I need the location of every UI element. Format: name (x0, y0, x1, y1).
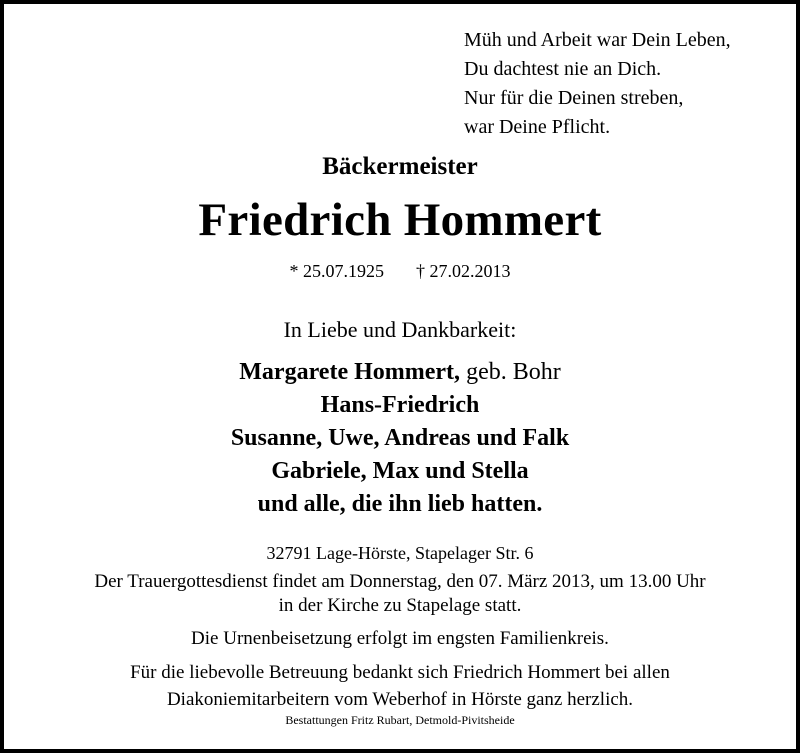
poem-line: Du dachtest nie an Dich. (464, 58, 662, 80)
mourner-line: und alle, die ihn lieb hatten. (257, 491, 543, 517)
service-notice (4, 570, 796, 618)
poem (464, 26, 731, 142)
address: 32791 Lage-Hörste, Stapelager Str. 6 (266, 543, 534, 563)
poem-line: war Deine Pflicht. (464, 116, 611, 138)
mourners-list (4, 356, 796, 521)
deceased-name: Friedrich Hommert (198, 194, 602, 246)
mourner-line: Gabriele, Max und Stella (271, 458, 529, 484)
widow-name: Margarete Hommert, (239, 359, 461, 385)
mourner-line: Susanne, Uwe, Andreas und Falk (230, 425, 570, 451)
poem-line: Müh und Arbeit war Dein Leben, (464, 29, 731, 51)
dedication: In Liebe und Dankbarkeit: (283, 317, 517, 342)
death-date: † 27.02.2013 (416, 261, 511, 281)
widow-maiden-name: geb. Bohr (466, 359, 561, 385)
urn-burial-notice: Die Urnenbeisetzung erfolgt im engsten Familienkreis. (191, 628, 609, 649)
mourner-line: Hans-Friedrich (320, 392, 480, 418)
poem-line: Nur für die Deinen streben, (464, 87, 684, 109)
thanks-line: Diakoniemitarbeitern vom Weberhof in Hörste ganz herzlich. (166, 689, 634, 710)
thanks-notice (4, 659, 796, 713)
mourner-line (4, 356, 796, 389)
life-dates (4, 258, 796, 284)
service-line: Der Trauergottesdienst findet am Donnerstag, den 07. März 2013, um 13.00 Uhr (94, 571, 706, 592)
birth-date: * 25.07.1925 (289, 261, 384, 281)
undertaker: Bestattungen Fritz Rubart, Detmold-Pivitsheide (285, 713, 515, 727)
thanks-line: Für die liebevolle Betreuung bedankt sich Friedrich Hommert bei allen (130, 662, 670, 683)
service-line: in der Kirche zu Stapelage statt. (278, 595, 522, 616)
occupation: Bäckermeister (322, 153, 478, 180)
